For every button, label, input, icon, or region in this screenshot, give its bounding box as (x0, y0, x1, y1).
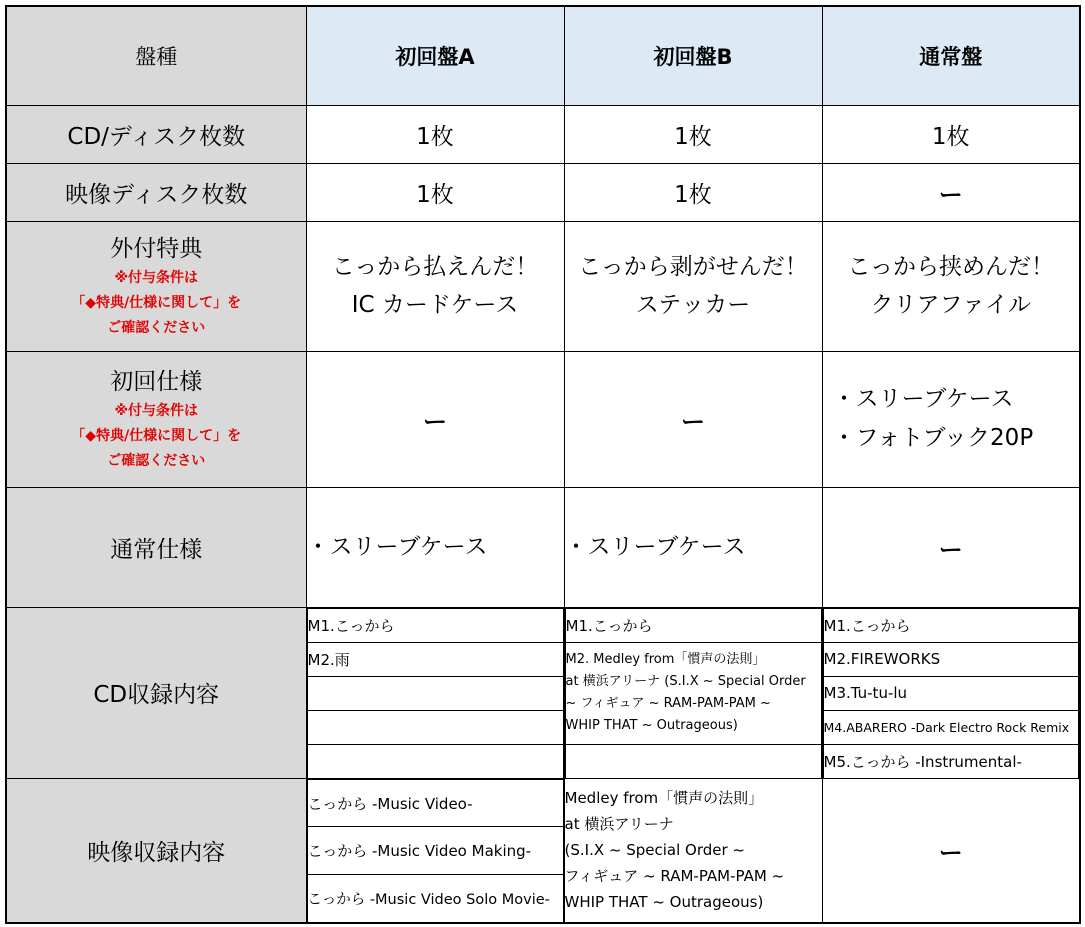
video-item: こっから -Music Video Solo Movie- (307, 875, 563, 922)
normal-spec-a: ・スリーブケース (306, 487, 564, 607)
video-contents-normal: ー (822, 779, 1080, 923)
row-cd-contents (6, 607, 1080, 779)
header-edition-normal: 通常盤 (822, 6, 1080, 105)
label-cd-contents: CD収録内容 (6, 607, 306, 779)
bonus-b (564, 221, 822, 351)
medley-line1: M2. Medley from「慣声の法則」 (565, 651, 766, 667)
row-video-count (6, 163, 1080, 221)
note-line-2: 「◆特典/仕様に関して」を (71, 294, 242, 311)
video-count-a: 1枚 (306, 163, 564, 221)
track-item: M1.こっから (823, 608, 1079, 642)
note-line-1: ※付与条件は (114, 402, 199, 419)
normal-spec-normal: ー (822, 487, 1080, 607)
video-count-b: 1枚 (564, 163, 822, 221)
bonus-b-line1: こっから剥がせんだ！ (578, 254, 808, 280)
bonus-normal-line2: クリアファイル (870, 292, 1032, 318)
video-contents-b (564, 779, 822, 923)
label-video-contents: 映像収録内容 (6, 779, 306, 923)
note-line-2: 「◆特典/仕様に関して」を (71, 427, 242, 444)
label-cd-count: CD/ディスク枚数 (6, 105, 306, 163)
cd-contents-normal-list (823, 608, 1080, 779)
bonus-a-line1: こっから払えんだ！ (331, 254, 539, 280)
row-video-contents (6, 779, 1080, 923)
video-contents-a-list (307, 779, 564, 922)
video-b-line2: at 横浜アリーナ (564, 815, 674, 834)
label-first-spec-cell (6, 351, 306, 487)
label-first-spec: 初回仕様 (110, 368, 203, 395)
label-video-count: 映像ディスク枚数 (6, 163, 306, 221)
header-label: 盤種 (6, 6, 306, 105)
video-b-line5: WHIP THAT ~ Outrageous) (564, 893, 764, 912)
medley-line4: WHIP THAT ~ Outrageous) (565, 717, 738, 733)
first-spec-note (7, 399, 306, 474)
bonus-note (7, 266, 306, 341)
header-edition-a: 初回盤A (306, 6, 564, 105)
video-count-normal: ー (822, 163, 1080, 221)
first-spec-normal (822, 351, 1080, 487)
label-bonus-cell (6, 221, 306, 351)
track-item: M2.FIREWORKS (823, 642, 1079, 676)
note-line-3: ご確認ください (107, 319, 206, 336)
row-first-spec (6, 351, 1080, 487)
header-edition-b: 初回盤B (564, 6, 822, 105)
track-item: M2.雨 (307, 642, 563, 676)
video-b-line3: (S.I.X ~ Special Order ~ (564, 841, 745, 860)
bonus-normal (822, 221, 1080, 351)
edition-spec-table (5, 5, 1081, 924)
video-b-line4: フィギュア ~ RAM-PAM-PAM ~ (564, 867, 785, 886)
note-line-1: ※付与条件は (114, 269, 199, 286)
track-item (307, 710, 563, 744)
track-item: M1.こっから (565, 608, 821, 642)
track-item: M3.Tu-tu-lu (823, 676, 1079, 710)
cd-count-a: 1枚 (306, 105, 564, 163)
cd-contents-b (564, 607, 822, 779)
cd-contents-a (306, 607, 564, 779)
first-spec-a: ー (306, 351, 564, 487)
empty-cell (565, 744, 821, 778)
cd-count-normal: 1枚 (822, 105, 1080, 163)
video-item: こっから -Music Video Making- (307, 827, 563, 875)
video-b-line1: Medley from「慣声の法則」 (564, 789, 764, 808)
video-item: こっから -Music Video- (307, 780, 563, 827)
note-line-3: ご確認ください (107, 452, 206, 469)
first-spec-normal-line2: ・フォトブック20P (832, 425, 1034, 451)
cd-count-b: 1枚 (564, 105, 822, 163)
label-normal-spec: 通常仕様 (6, 487, 306, 607)
track-item: M4.ABARERO -Dark Electro Rock Remix (823, 710, 1079, 744)
track-item-medley (565, 642, 821, 744)
medley-line2: at 横浜アリーナ (S.I.X ~ Special Order (565, 673, 806, 689)
bonus-a-line2: IC カードケース (351, 292, 519, 318)
row-normal-spec (6, 487, 1080, 607)
bonus-a (306, 221, 564, 351)
track-item (307, 744, 563, 778)
bonus-b-line2: ステッカー (635, 292, 751, 318)
row-cd-count (6, 105, 1080, 163)
cd-contents-normal (822, 607, 1080, 779)
track-item: M1.こっから (307, 608, 563, 642)
row-bonus (6, 221, 1080, 351)
bonus-normal-line1: こっから挟めんだ！ (847, 254, 1055, 280)
video-contents-a (306, 779, 564, 923)
first-spec-normal-line1: ・スリーブケース (832, 386, 1014, 412)
header-row (6, 6, 1080, 105)
medley-line3: ~ フィギュア ~ RAM-PAM-PAM ~ (565, 695, 771, 711)
normal-spec-b: ・スリーブケース (564, 487, 822, 607)
cd-contents-b-list (565, 608, 822, 779)
cd-contents-a-list (307, 608, 564, 779)
label-bonus: 外付特典 (110, 235, 203, 262)
first-spec-b: ー (564, 351, 822, 487)
track-item: M5.こっから -Instrumental- (823, 744, 1079, 778)
track-item (307, 676, 563, 710)
